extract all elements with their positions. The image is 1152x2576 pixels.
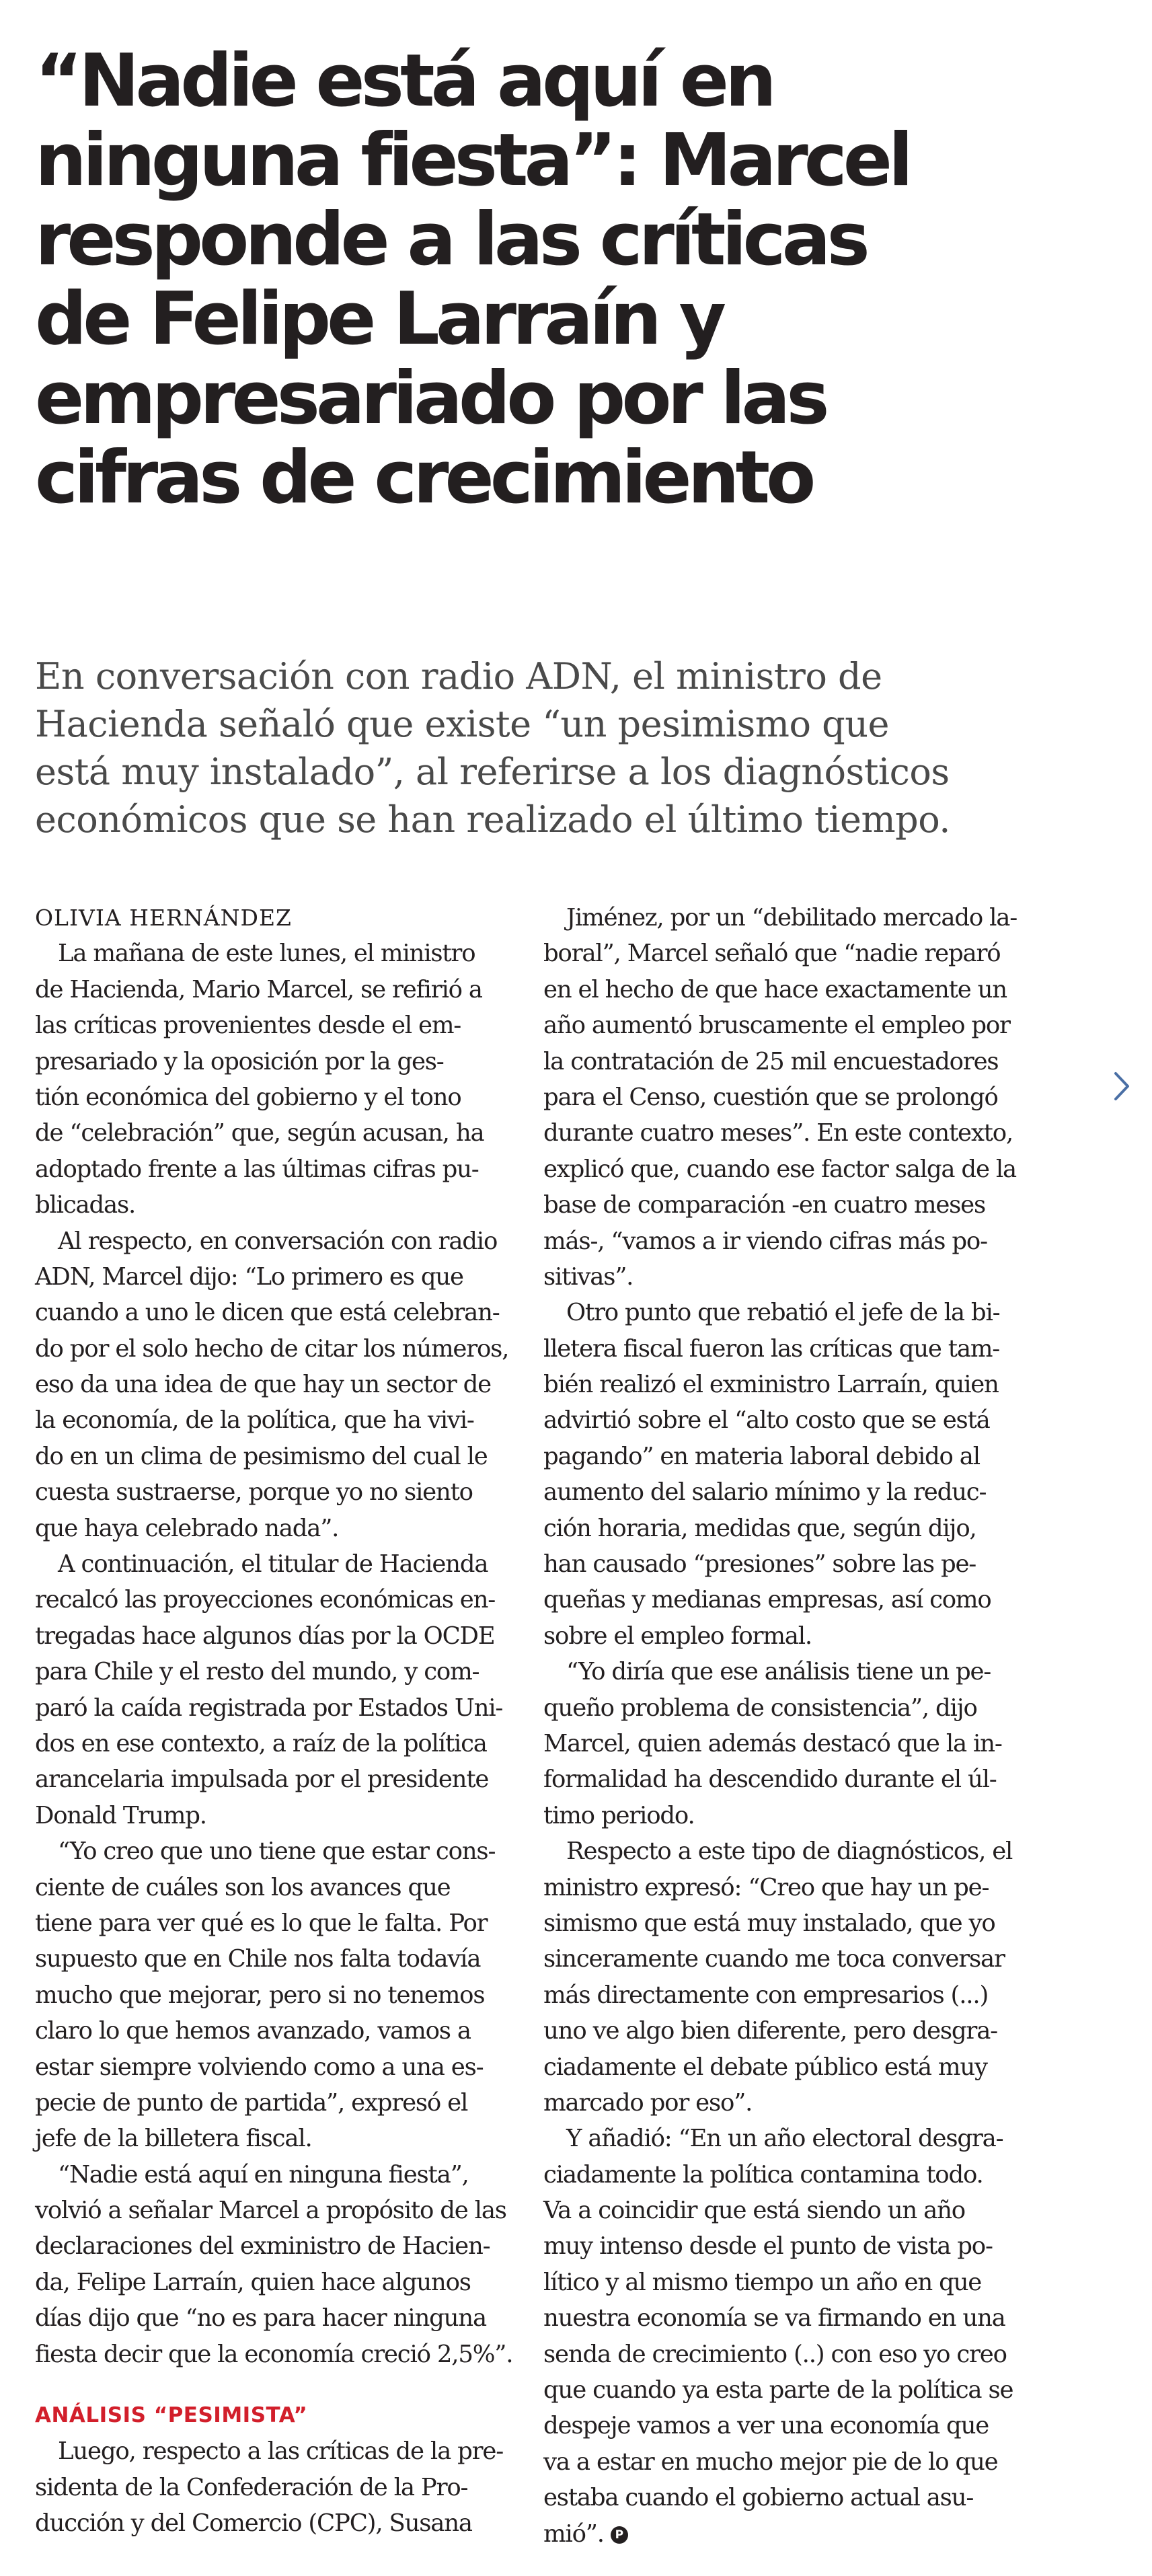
text-line: mucho que mejorar, pero si no tenemos [35,1981,485,2009]
text-line: sidenta de la Confederación de la Pro- [35,2473,468,2501]
text-line: para Chile y el resto del mundo, y com- [35,1658,479,1686]
text-line: estar siempre volviendo como a una es- [35,2053,484,2081]
text-line: jefe de la billetera fiscal. [35,2125,312,2153]
text-line: eso da una idea de que hay un sector de [35,1371,491,1399]
text-line: Respecto a este tipo de diagnósticos, el [566,1838,1013,1866]
text-line: timo periodo. [543,1801,695,1829]
text-line: que cuando ya esta parte de la política se [543,2376,1013,2404]
text-line: blicadas. [35,1191,136,1219]
text-line: más directamente con empresarios (...) [543,1981,989,2009]
text-line: Donald Trump. [35,1801,206,1829]
text-line: volvió a señalar Marcel a propósito de las [35,2197,506,2225]
text-line: sinceramente cuando me toca conversar [543,1945,1005,1973]
headline-line: de Felipe Larraín y [35,277,723,361]
paragraph [35,1223,519,1547]
text-line: sobre el empleo formal. [543,1622,812,1650]
text-line: ciadamente el debate público está muy [543,2053,987,2081]
paragraph [35,936,519,1223]
text-line: paró la caída registrada por Estados Uni- [35,1694,503,1722]
text-line: La mañana de este lunes, el ministro [58,940,475,968]
text-line: las críticas provenientes desde el em- [35,1012,461,1040]
text-line: formalidad ha descendido durante el úl- [543,1766,997,1794]
lede-line: Hacienda señaló que existe “un pesimismo que [35,703,889,745]
text-line: pecie de punto de partida”, expresó el [35,2088,468,2117]
lede-line: En conversación con radio ADN, el ministro de [35,655,882,697]
text-line: adoptado frente a las últimas cifras pu- [35,1155,479,1183]
text-line: do por el solo hecho de citar los números, [35,1334,509,1363]
text-line: ciente de cuáles son los avances que [35,1873,451,1901]
text-line: claro lo que hemos avanzado, vamos a [35,2017,471,2045]
text-line: supuesto que en Chile nos falta todavía [35,1945,481,1973]
right-column-body [543,900,1028,2552]
text-line: A continuación, el titular de Hacienda [58,1550,488,1579]
text-line: fiesta decir que la economía creció 2,5%”. [35,2340,513,2368]
text-line: la economía, de la política, que ha vivi- [35,1406,474,1435]
text-line: Va a coincidir que está siendo un año [543,2197,965,2225]
text-line: Otro punto que rebatió el jefe de la bi- [566,1299,1000,1327]
article-column-left [35,900,519,2542]
text-line: ción horaria, medidas que, según dijo, [543,1514,976,1542]
text-line: do en un clima de pesimismo del cual le [35,1442,488,1470]
text-line: boral”, Marcel señaló que “nadie reparó [543,940,1001,968]
text-line: queñas y medianas empresas, así como [543,1586,991,1614]
chevron-right-icon [1112,1069,1132,1103]
text-line: días dijo que “no es para hacer ninguna [35,2304,486,2333]
text-line: tregadas hace algunos días por la OCDE [35,1622,495,1650]
lede-line: está muy instalado”, al referirse a los diagnósticos [35,751,950,793]
text-line: base de comparación -en cuatro meses [543,1191,985,1219]
text-line: uno ve algo bien diferente, pero desgra- [543,2017,997,2045]
text-line: presariado y la oposición por la ges- [35,1047,444,1075]
text-line: senda de crecimiento (..) con eso yo creo [543,2340,1007,2368]
text-line: marcado por eso”. [543,2088,753,2117]
paragraph [35,2433,519,2541]
text-line: despeje vamos a ver una economía que [543,2412,989,2440]
byline: OLIVIA HERNÁNDEZ [35,905,292,931]
headline-line: “Nadie está aquí en [35,39,773,123]
text-line: Marcel, quien además destacó que la in- [543,1729,1002,1757]
text-line: lítico y al mismo tiempo un año en que [543,2268,982,2296]
text-line: cuesta sustraerse, porque yo no siento [35,1478,473,1507]
text-line: mió”. P [543,2516,1028,2552]
text-line: ministro expresó: “Creo que hay un pe- [543,1873,989,1901]
end-of-article-icon: P [611,2526,628,2544]
text-line: simismo que está muy instalado, que yo [543,1909,995,1937]
text-line: queño problema de consistencia”, dijo [543,1694,977,1722]
text-line: explicó que, cuando ese factor salga de la [543,1155,1016,1183]
section-subhead: ANÁLISIS “PESIMISTA” [35,2403,308,2428]
text-line: ducción y del Comercio (CPC), Susana [35,2509,472,2538]
text-line: declaraciones del exministro de Hacien- [35,2232,490,2261]
left-column-body [35,936,519,2372]
paragraph [35,1546,519,1833]
text-line: ciadamente la política contamina todo. [543,2160,983,2189]
headline-line: ninguna fiesta”: Marcel [35,118,910,202]
text-line: más-, “vamos a ir viendo cifras más po- [543,1227,987,1255]
text-line: “Yo diría que ese análisis tiene un pe- [566,1658,991,1686]
paragraph [35,1833,519,2157]
text-line: de “celebración” que, según acusan, ha [35,1119,484,1147]
lede [35,652,1084,843]
text-line: que haya celebrado nada”. [35,1514,339,1542]
text-line: cuando a uno le dicen que está celebran- [35,1299,500,1327]
paragraph [543,900,1028,1295]
headline [35,39,1124,520]
article-column-right [543,900,1028,2552]
text-line: año aumentó bruscamente el empleo por [543,1012,1010,1040]
text-line: ADN, Marcel dijo: “Lo primero es que [35,1262,463,1291]
text-line: aumento del salario mínimo y la reduc- [543,1478,987,1507]
text-line: tiene para ver qué es lo que le falta. Por [35,1909,488,1937]
paragraph [543,1833,1028,2121]
paragraph [35,2157,519,2372]
text-line: pagando” en materia laboral debido al [543,1442,980,1470]
text-line: “Yo creo que uno tiene que estar cons- [58,1838,496,1866]
lede-line: económicos que se han realizado el último tiempo. [35,798,950,841]
text-line: durante cuatro meses”. En este contexto, [543,1119,1013,1147]
text-line: muy intenso desde el punto de vista po- [543,2232,993,2261]
text-line: nuestra economía se va firmando en una [543,2304,1005,2333]
text-line: en el hecho de que hace exactamente un [543,975,1007,1003]
text-line: sitivas”. [543,1262,633,1291]
text-line: da, Felipe Larraín, quien hace algunos [35,2268,471,2296]
text-line: Jiménez, por un “debilitado mercado la- [566,904,1017,932]
text-line: Luego, respecto a las críticas de la pre- [58,2437,504,2466]
text-line: va a estar en mucho mejor pie de lo que [543,2448,998,2476]
paragraph [543,1295,1028,1654]
text-line: han causado “presiones” sobre las pe- [543,1550,976,1579]
text-line: la contratación de 25 mil encuestadores [543,1047,999,1075]
text-line: dos en ese contexto, a raíz de la política [35,1729,487,1757]
text-line: para el Censo, cuestión que se prolongó [543,1083,998,1111]
text-line: advirtió sobre el “alto costo que se está [543,1406,990,1435]
left-column-after-subhead [35,2433,519,2541]
next-page-button[interactable] [1103,1059,1141,1113]
text-line: Y añadió: “En un año electoral desgra- [566,2125,1003,2153]
text-line: recalcó las proyecciones económicas en- [35,1586,496,1614]
headline-line: responde a las críticas [35,198,866,282]
headline-line: empresariado por las [35,356,826,441]
text-line: Al respecto, en conversación con radio [58,1227,498,1255]
text-line: estaba cuando el gobierno actual asu- [543,2484,974,2512]
text-line: bién realizó el exministro Larraín, quien [543,1371,999,1399]
text-line: “Nadie está aquí en ninguna fiesta”, [58,2160,469,2189]
text-line: tión económica del gobierno y el tono [35,1083,461,1111]
text-line: lletera fiscal fueron las críticas que tam- [543,1334,1000,1363]
paragraph [543,1654,1028,1833]
paragraph [543,2121,1028,2552]
text-line: arancelaria impulsada por el presidente [35,1766,489,1794]
headline-line: cifras de crecimiento [35,436,812,520]
text-line: de Hacienda, Mario Marcel, se refirió a [35,975,482,1003]
